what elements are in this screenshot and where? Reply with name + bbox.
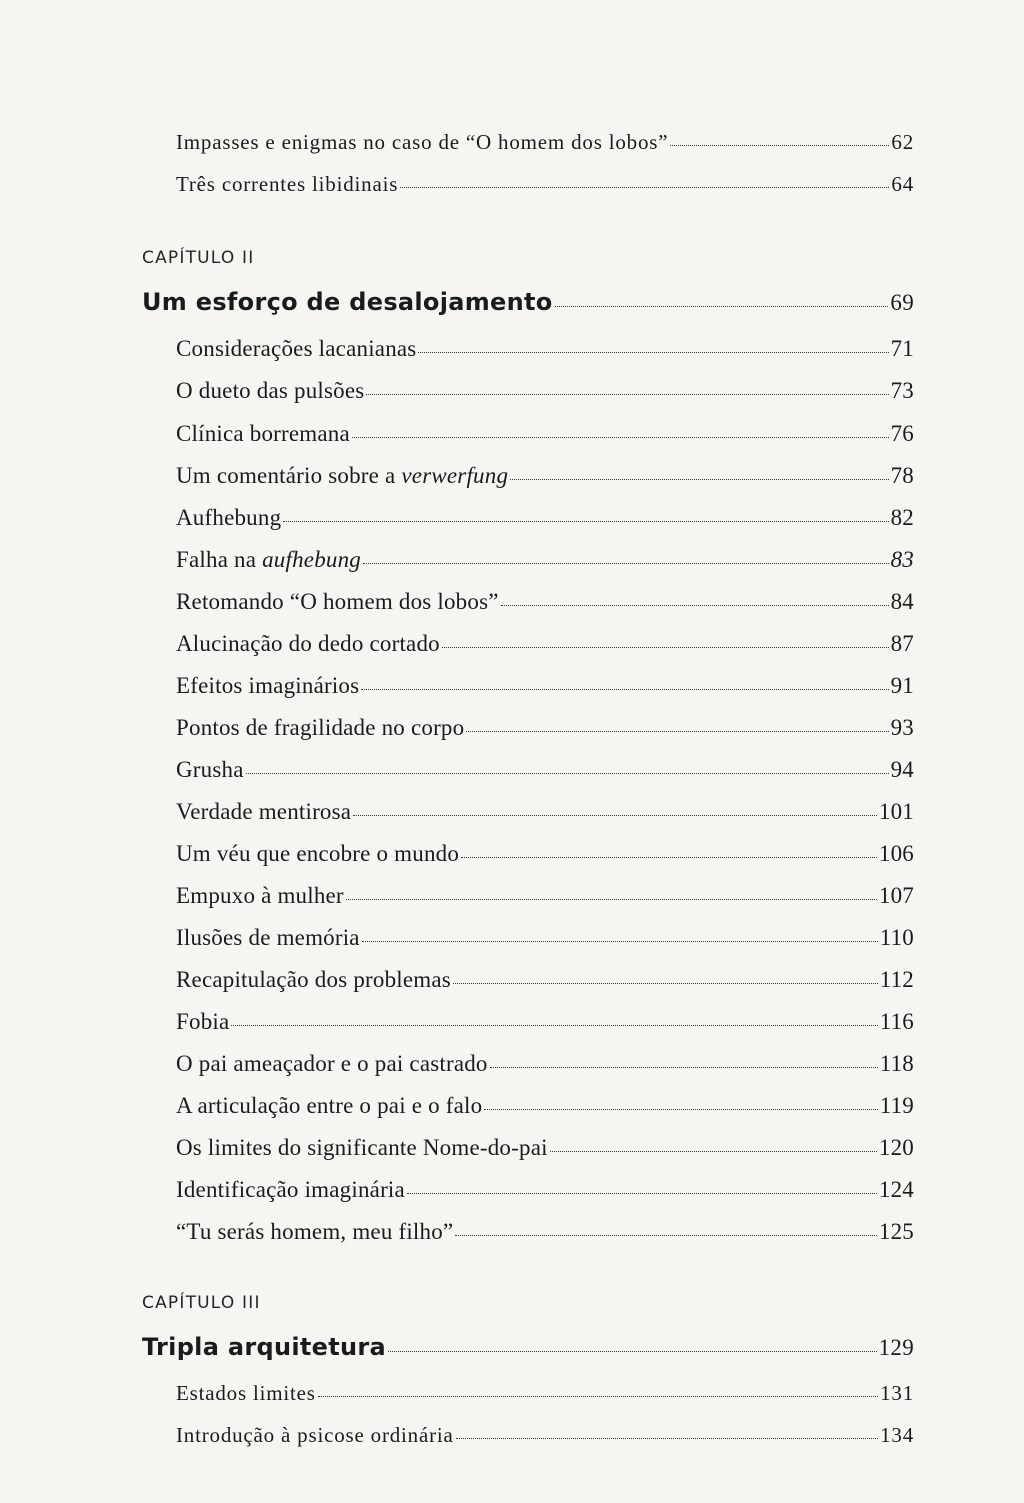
dot-leader: [670, 145, 889, 146]
toc-entry-title: O pai ameaçador e o pai castrado: [176, 1051, 488, 1076]
chapter-label: CAPÍTULO III: [142, 1293, 261, 1313]
dot-leader: [456, 1438, 878, 1439]
dot-leader: [400, 187, 889, 188]
toc-entry: [176, 1381, 914, 1406]
toc-entry: [176, 172, 914, 197]
toc-entry-title: Retomando “O homem dos lobos”: [176, 589, 499, 614]
toc-entry-title: Identificação imaginária: [176, 1177, 405, 1202]
toc-entry: [176, 378, 914, 404]
toc-entry-title: Três correntes libidinais: [176, 172, 399, 196]
toc-entry-page: 101: [878, 799, 914, 824]
toc-entry: [176, 1009, 914, 1035]
toc-entry: [176, 1423, 914, 1448]
dot-leader: [352, 437, 889, 438]
toc-entry-page: 76: [890, 421, 914, 446]
dot-leader: [318, 1396, 878, 1397]
toc-entry-title: Introdução à psicose ordinária: [176, 1423, 454, 1447]
toc-entry-page: 93: [890, 715, 914, 740]
toc-entry-title: Alucinação do dedo cortado: [176, 631, 440, 656]
toc-entry-page: 87: [890, 631, 914, 656]
toc-entry-page: 131: [880, 1381, 914, 1405]
toc-entry-title: Empuxo à mulher: [176, 883, 344, 908]
toc-entry-page: 120: [878, 1135, 914, 1160]
toc-entry: [176, 631, 914, 657]
dot-leader: [353, 815, 877, 816]
toc-entry: [176, 463, 914, 489]
toc-entry: [176, 925, 914, 951]
dot-leader: [418, 352, 888, 353]
dot-leader: [388, 1351, 877, 1352]
toc-entry-title: Impasses e enigmas no caso de “O homem dos lobos”: [176, 130, 669, 154]
toc-entry-title: Ilusões de memória: [176, 925, 360, 950]
toc-entry-page: 124: [878, 1177, 914, 1202]
dot-leader: [453, 983, 878, 984]
toc-entry: [176, 715, 914, 741]
toc-entry-title-italic: aufhebung: [262, 547, 362, 572]
toc-entry-page: 118: [879, 1051, 914, 1076]
toc-entry: [176, 336, 914, 362]
chapter-heading: [142, 288, 914, 316]
toc-entry: [176, 1135, 914, 1161]
toc-entry-title: Fobia: [176, 1009, 230, 1034]
toc-entry: [176, 673, 914, 699]
dot-leader: [246, 773, 889, 774]
toc-entry-page: 73: [890, 378, 914, 403]
toc-entry-title: Aufhebung: [176, 505, 282, 530]
toc-entry-page: 82: [890, 505, 914, 530]
toc-entry-title: Grusha: [176, 757, 244, 782]
toc-entry-page: 84: [890, 589, 914, 614]
toc-entry-title-prefix: Um comentário sobre a: [176, 463, 402, 488]
toc-entry-title: [176, 463, 508, 489]
toc-entry-title: Clínica borremana: [176, 421, 350, 446]
toc-entry-title-prefix: Falha na: [176, 547, 263, 572]
toc-entry-title: [176, 547, 361, 573]
dot-leader: [484, 1109, 877, 1110]
dot-leader: [550, 1151, 877, 1152]
chapter-heading: [142, 1333, 914, 1361]
dot-leader: [501, 605, 889, 606]
toc-entry-page: 91: [890, 673, 914, 698]
toc-entry: [176, 547, 914, 573]
toc-entry-title: Recapitulação dos problemas: [176, 967, 451, 992]
toc-entry-title: A articulação entre o pai e o falo: [176, 1093, 483, 1118]
toc-entry-title: O dueto das pulsões: [176, 378, 365, 403]
toc-entry: [176, 841, 914, 867]
toc-entry-title: Um véu que encobre o mundo: [176, 841, 460, 866]
chapter-page: 69: [890, 290, 914, 315]
dot-leader: [366, 394, 888, 395]
dot-leader: [362, 941, 878, 942]
dot-leader: [407, 1193, 877, 1194]
toc-entry-page: 62: [891, 130, 914, 154]
dot-leader: [442, 647, 889, 648]
dot-leader: [510, 479, 888, 480]
toc-entry-page: 78: [890, 463, 914, 488]
toc-entry-page: 107: [878, 883, 914, 908]
toc-entry-title: Os limites do significante Nome-do-pai: [176, 1135, 548, 1160]
toc-entry: [176, 589, 914, 615]
chapter-title: Um esforço de desalojamento: [142, 288, 553, 316]
toc-entry: [176, 757, 914, 783]
toc-entry-title: Efeitos imaginários: [176, 673, 360, 698]
toc-entry: [176, 1177, 914, 1203]
toc-entry-page: 64: [891, 172, 914, 196]
toc-entry-page: 71: [890, 336, 914, 361]
toc-entry-page: 83: [890, 547, 914, 572]
dot-leader: [461, 857, 877, 858]
toc-entry-page: 106: [878, 841, 914, 866]
dot-leader: [363, 563, 889, 564]
dot-leader: [490, 1067, 878, 1068]
toc-entry: [176, 967, 914, 993]
toc-entry: [176, 421, 914, 447]
toc-entry-page: 116: [879, 1009, 914, 1034]
dot-leader: [283, 521, 888, 522]
toc-entry: [176, 1051, 914, 1077]
toc-entry: [176, 799, 914, 825]
dot-leader: [555, 306, 889, 307]
dot-leader: [346, 899, 877, 900]
toc-entry-title: Verdade mentirosa: [176, 799, 352, 824]
toc-entry-title: “Tu serás homem, meu filho”: [176, 1219, 454, 1244]
toc-entry-title-italic: verwerfung: [401, 463, 509, 488]
toc-entry-title: Pontos de fragilidade no corpo: [176, 715, 465, 740]
dot-leader: [231, 1025, 877, 1026]
toc-entry: [176, 505, 914, 531]
chapter-page: 129: [878, 1335, 914, 1360]
toc-entry-page: 94: [890, 757, 914, 782]
chapter-label: CAPÍTULO II: [142, 248, 255, 268]
dot-leader: [361, 689, 888, 690]
toc-entry: [176, 883, 914, 909]
toc-entry-page: 125: [878, 1219, 914, 1244]
toc-entry-page: 110: [879, 925, 914, 950]
dot-leader: [455, 1235, 877, 1236]
toc-entry-page: 112: [879, 967, 914, 992]
toc-entry-page: 134: [880, 1423, 914, 1447]
toc-entry-title: Estados limites: [176, 1381, 316, 1405]
toc-entry-page: 119: [879, 1093, 914, 1118]
toc-entry: [176, 1219, 914, 1245]
chapter-title: Tripla arquitetura: [142, 1333, 387, 1361]
toc-entry-title: Considerações lacanianas: [176, 336, 417, 361]
toc-entry: [176, 130, 914, 155]
dot-leader: [466, 731, 888, 732]
toc-entry: [176, 1093, 914, 1119]
